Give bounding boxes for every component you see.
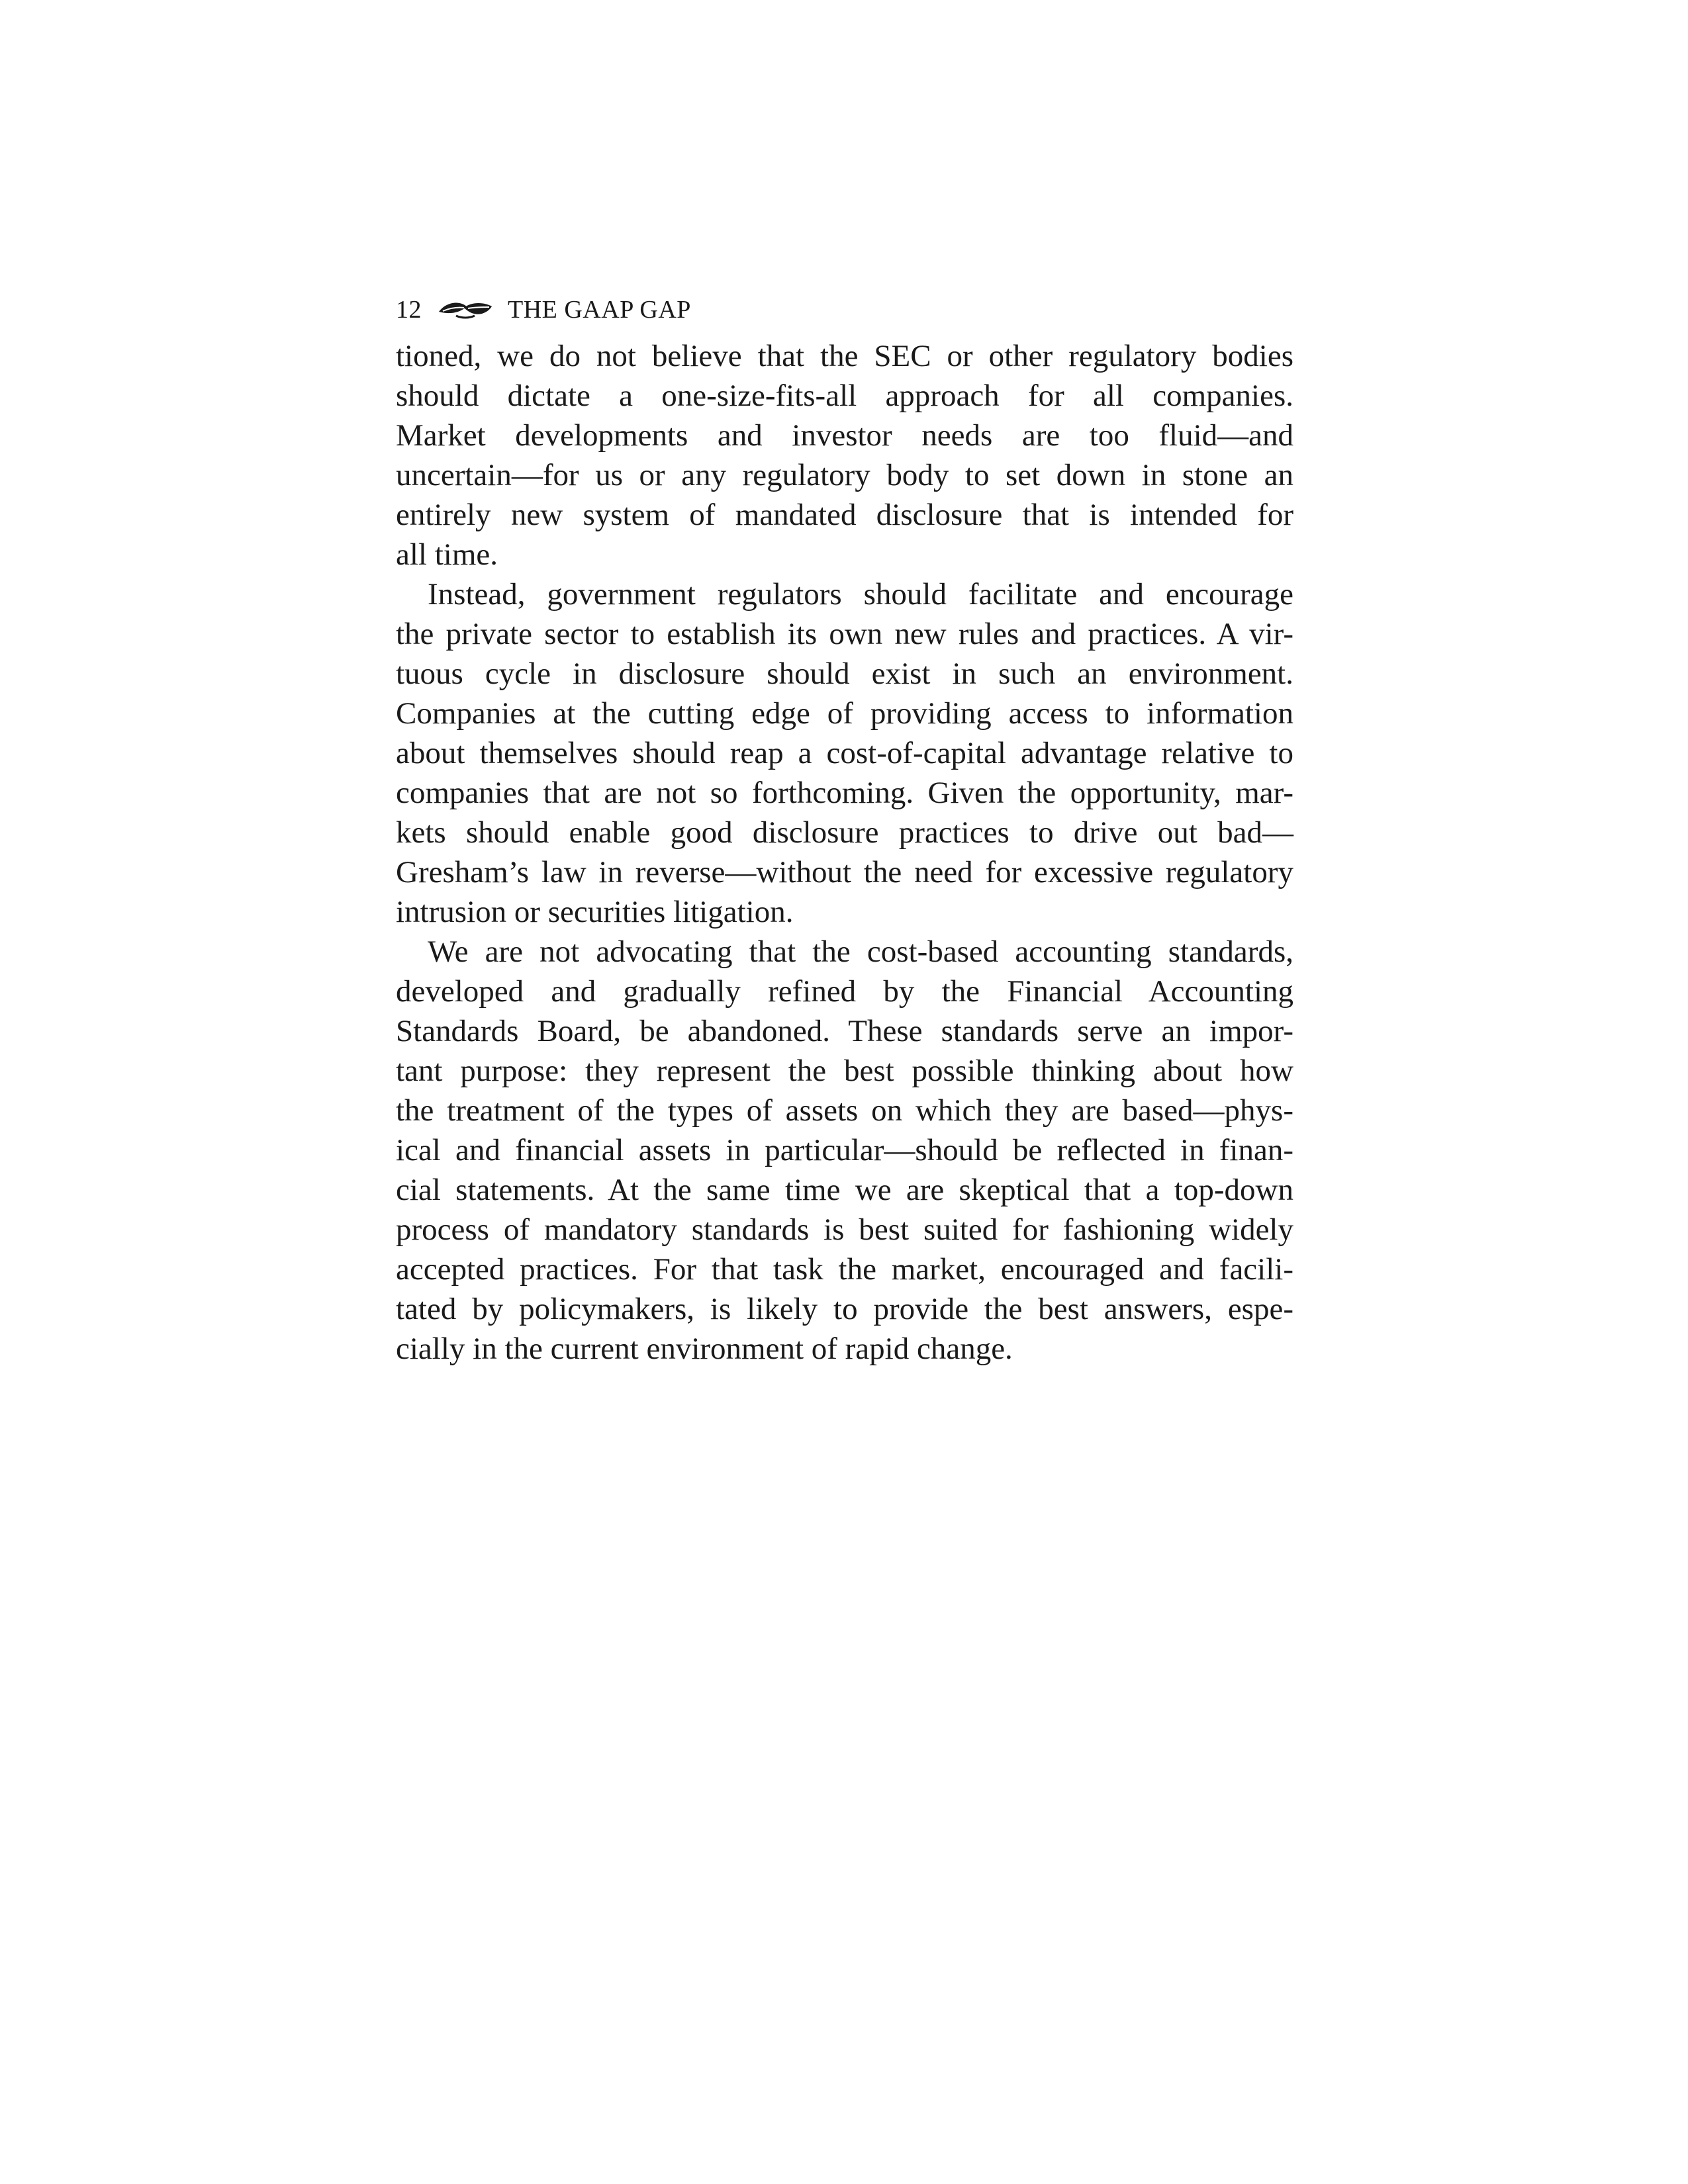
- text-line: the treatment of the types of assets on which they are based—phys-: [396, 1093, 1293, 1128]
- text-line: Market developments and investor needs are too fluid—and: [396, 418, 1293, 453]
- text-line: companies that are not so forthcoming. Given the opportunity, mar-: [396, 776, 1293, 810]
- leaf-ornament-icon: [436, 298, 494, 321]
- running-head: [396, 291, 691, 328]
- text-line: process of mandatory standards is best suited for fashioning widely: [396, 1212, 1293, 1247]
- text-line: all time.: [396, 537, 498, 572]
- body-text: [396, 336, 1293, 1369]
- paragraph-2: [396, 574, 1293, 932]
- page-number: 12: [396, 296, 422, 324]
- text-line: tuous cycle in disclosure should exist in such an environment.: [396, 657, 1293, 691]
- text-line: intrusion or securities litigation.: [396, 895, 794, 929]
- text-line: cially in the current environment of rapid change.: [396, 1332, 1013, 1366]
- text-line: tant purpose: they represent the best possible thinking about how: [396, 1054, 1293, 1088]
- text-line: We are not advocating that the cost-based accounting standards,: [428, 934, 1293, 969]
- text-line: cial statements. At the same time we are skeptical that a top-down: [396, 1173, 1293, 1207]
- text-line: Companies at the cutting edge of providing access to information: [396, 696, 1293, 731]
- text-line: uncertain—for us or any regulatory body to set down in stone an: [396, 458, 1293, 492]
- text-line: developed and gradually refined by the Financial Accounting: [396, 974, 1293, 1009]
- text-line: accepted practices. For that task the market, encouraged and facili-: [396, 1252, 1293, 1287]
- text-line: Gresham’s law in reverse—without the need for excessive regulatory: [396, 855, 1293, 889]
- text-line: about themselves should reap a cost-of-capital advantage relative to: [396, 736, 1293, 770]
- text-line: ical and financial assets in particular—should be reflected in finan-: [396, 1133, 1293, 1167]
- text-line: tioned, we do not believe that the SEC or other regulatory bodies: [396, 339, 1293, 373]
- text-line: Standards Board, be abandoned. These standards serve an impor-: [396, 1014, 1293, 1048]
- text-line: should dictate a one-size-fits-all approach for all companies.: [396, 379, 1293, 413]
- running-title: THE GAAP GAP: [508, 296, 691, 324]
- paragraph-3: [396, 932, 1293, 1369]
- text-line: kets should enable good disclosure practices to drive out bad—: [396, 815, 1293, 850]
- text-line: the private sector to establish its own new rules and practices. A vir-: [396, 617, 1293, 651]
- text-line: entirely new system of mandated disclosure that is intended for: [396, 498, 1293, 532]
- text-line: Instead, government regulators should facilitate and encourage: [428, 577, 1293, 612]
- text-line: tated by policymakers, is likely to provide the best answers, espe-: [396, 1292, 1293, 1326]
- paragraph-1: [396, 336, 1293, 574]
